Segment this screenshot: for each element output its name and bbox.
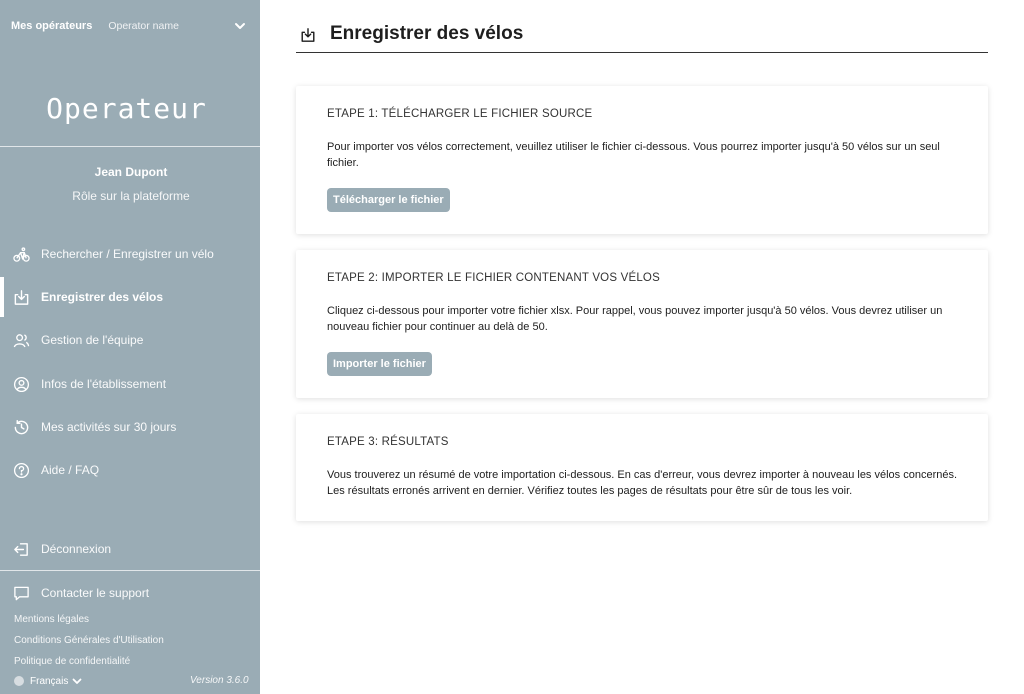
language-flag-icon [14, 676, 24, 686]
operator-select-label: Mes opérateurs [11, 20, 93, 32]
support-link[interactable] [0, 573, 260, 613]
bike-icon [13, 246, 30, 263]
support-label: Contacter le support [41, 586, 150, 600]
step-description: Vous trouverez un résumé de votre importation ci-dessous. En cas d'erreur, vous devrez importer à nouveau les vélos concernés. Les résultats erronés arrivent en dernier. Vérifiez toutes les pages de résultats pour être sûr de tous les voir. [327, 469, 958, 497]
step-description: Pour importer vos vélos correctement, veuillez utiliser le fichier ci-dessous. Vous pourrez importer jusqu'à 50 vélos sur un seul fichier. [327, 141, 940, 169]
divider [0, 146, 260, 147]
logout-icon [13, 541, 30, 558]
brand-logo: Operateur [46, 92, 207, 125]
nav-item-label: Aide / FAQ [41, 463, 100, 477]
operator-select[interactable] [11, 18, 249, 34]
step-card-download [296, 86, 988, 234]
step-description: Cliquez ci-dessous pour importer votre fichier xlsx. Pour rappel, vous pouvez importer jusqu'à 50 vélos. Vous devrez utiliser un nouveau fichier pour continuer au delà de 50. [327, 305, 943, 333]
nav-item-search-bike[interactable] [0, 234, 260, 274]
step-title: ETAPE 3: RÉSULTATS [327, 436, 449, 448]
nav-item-label: Enregistrer des vélos [41, 290, 164, 304]
language-select[interactable] [14, 675, 83, 687]
nav-item-register-bikes[interactable] [0, 277, 260, 317]
legal-notice-link[interactable]: Mentions légales [14, 614, 90, 625]
download-icon [13, 289, 30, 306]
download-icon [300, 27, 316, 43]
step-card-results [296, 414, 988, 521]
page-header [296, 20, 988, 53]
help-icon [13, 462, 30, 479]
nav-item-label: Rechercher / Enregistrer un vélo [41, 247, 214, 261]
history-icon [13, 419, 30, 436]
logout-label: Déconnexion [41, 542, 112, 556]
language-label: Français [30, 675, 69, 687]
team-icon [13, 332, 30, 349]
privacy-link[interactable]: Politique de confidentialité [14, 656, 131, 667]
page-title: Enregistrer des vélos [330, 23, 524, 44]
user-circle-icon [13, 376, 30, 393]
user-name: Jean Dupont [94, 165, 168, 179]
user-role: Rôle sur la plateforme [72, 189, 190, 203]
chevron-down-icon [71, 675, 83, 687]
sidebar [0, 0, 260, 694]
nav-item-help[interactable] [0, 450, 260, 490]
nav-item-activities[interactable] [0, 407, 260, 447]
download-file-button[interactable]: Télécharger le fichier [327, 188, 450, 212]
logout-button[interactable] [0, 529, 260, 569]
nav-item-establishment[interactable] [0, 364, 260, 404]
app-version: Version 3.6.0 [190, 675, 249, 686]
operator-select-value: Operator name [108, 20, 179, 32]
nav-item-team[interactable] [0, 320, 260, 360]
step-card-import [296, 250, 988, 398]
nav-item-label: Infos de l'établissement [41, 377, 167, 391]
step-title: ETAPE 1: TÉLÉCHARGER LE FICHIER SOURCE [327, 108, 593, 120]
terms-link[interactable]: Conditions Générales d'Utilisation [14, 635, 164, 646]
chat-icon [13, 585, 30, 602]
nav-item-label: Gestion de l'équipe [41, 333, 144, 347]
chevron-down-icon[interactable] [233, 19, 247, 33]
import-file-button[interactable]: Importer le fichier [327, 352, 432, 376]
step-title: ETAPE 2: IMPORTER LE FICHIER CONTENANT VOS VÉLOS [327, 272, 660, 284]
divider [0, 570, 260, 571]
nav-item-label: Mes activités sur 30 jours [41, 420, 177, 434]
